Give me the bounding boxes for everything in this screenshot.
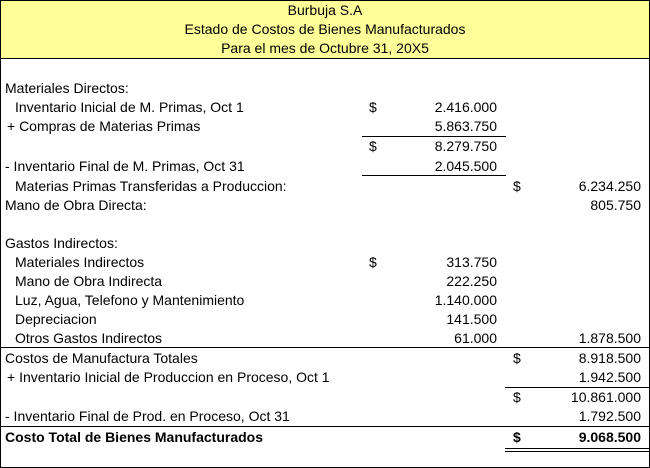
row-costos-manufactura [1,349,649,368]
row-inv-inicial-proceso [1,368,649,387]
row-materiales-indirectos [1,253,649,272]
company-name: Burbuja S.A [287,2,363,18]
row-value: 8.279.750 [434,138,497,154]
row-mano-obra-directa [1,196,649,215]
currency-symbol: $ [513,350,521,366]
section-label: Gastos Indirectos: [5,235,118,251]
row-value: 9.068.500 [578,429,641,445]
row-mp-transferidas [1,177,649,196]
row-label: Depreciacion [15,311,97,327]
row-depreciacion [1,310,649,329]
row-gastos-indirectos [1,234,649,253]
row-label: Mano de Obra Directa: [5,197,147,213]
currency-symbol: $ [369,254,377,270]
underline-rule [362,175,506,176]
row-total: 1.878.500 [578,330,641,346]
currency-symbol: $ [369,99,377,115]
row-inv-final-proceso [1,407,649,426]
row-inventario-inicial-mp [1,98,649,117]
row-materiales-directos [1,79,649,98]
row-label: Materiales Indirectos [15,254,145,270]
row-value: 1.140.000 [434,292,497,308]
statement-title: Estado de Costos de Bienes Manufacturados [184,21,466,37]
row-label: + Inventario Inicial de Produccion en Proceso, Oct 1 [7,369,330,385]
row-value: 10.861.000 [570,389,641,405]
row-costo-total [1,428,649,447]
row-value: 141.500 [446,311,497,327]
currency-symbol: $ [513,178,521,194]
row-label: - Inventario Final de Prod. en Proceso, Oct 31 [5,408,290,424]
row-compras-mp [1,117,649,136]
row-value: 2.045.500 [434,158,497,174]
row-value: 61.000 [454,330,497,346]
row-value: 5.863.750 [434,118,497,134]
row-label: Costo Total de Bienes Manufacturados [5,429,263,445]
row-mano-obra-indirecta [1,272,649,291]
row-inventario-final-mp [1,157,649,176]
row-label: Inventario Inicial de M. Primas, Oct 1 [15,99,244,115]
statement-period: Para el mes de Octubre 31, 20X5 [221,40,429,56]
row-label: Otros Gastos Indirectos [15,330,163,346]
row-label: Costos de Manufactura Totales [5,350,198,366]
currency-symbol: $ [369,138,377,154]
row-label: Mano de Obra Indirecta [15,273,163,289]
row-label: + Compras de Materias Primas [7,118,201,134]
row-subtotal-proceso [1,388,649,407]
currency-symbol: $ [513,429,521,445]
section-divider-rule [1,426,649,427]
section-label: Materiales Directos: [5,80,129,96]
row-value: 313.750 [446,254,497,270]
row-label: - Inventario Final de M. Primas, Oct 31 [5,158,245,174]
row-value: 805.750 [590,197,641,213]
row-luz-agua [1,291,649,310]
row-label: Luz, Agua, Telefono y Mantenimiento [15,292,245,308]
row-otros-gastos [1,329,649,348]
row-value: 8.918.500 [578,350,641,366]
statement-header [1,1,649,59]
row-value: 1.942.500 [578,369,641,385]
currency-symbol: $ [513,389,521,405]
row-value: 2.416.000 [434,99,497,115]
double-underline-rule [505,448,649,452]
row-value: 222.250 [446,273,497,289]
row-subtotal-mp [1,137,649,156]
row-value: 6.234.250 [578,178,641,194]
section-divider-rule [1,347,649,348]
row-value: 1.792.500 [578,408,641,424]
row-label: Materias Primas Transferidas a Produccion: [15,178,287,194]
